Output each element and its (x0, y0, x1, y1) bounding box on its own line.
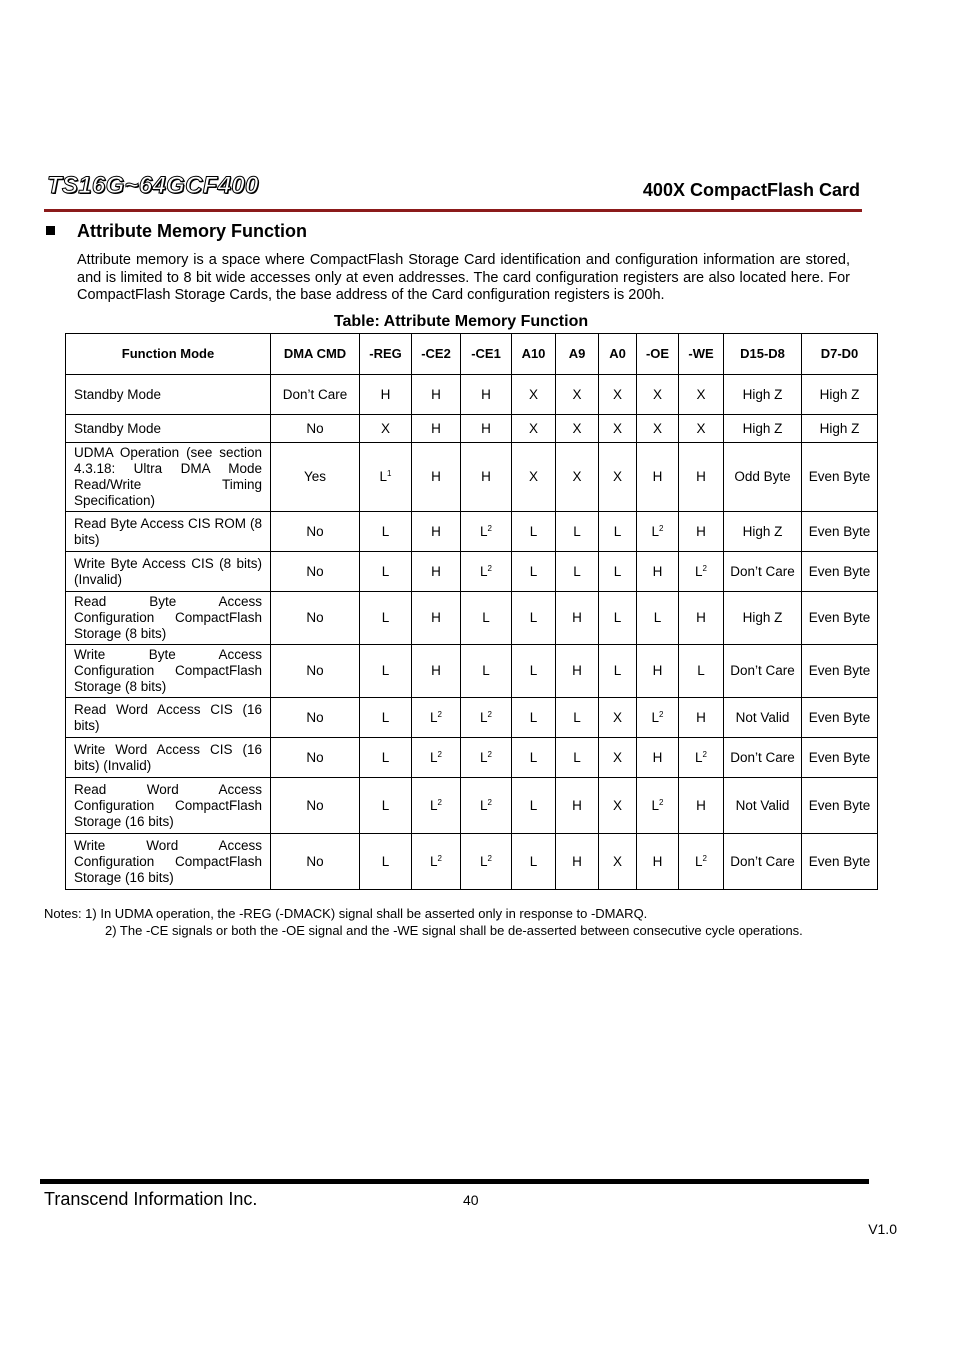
table-cell: L (512, 645, 556, 698)
table-row (66, 415, 878, 443)
col-oe: -OE (637, 334, 679, 375)
table-cell: No (271, 592, 360, 645)
table-cell: X (599, 778, 637, 834)
table-caption: Table: Attribute Memory Function (333, 313, 589, 330)
table-cell: H (679, 443, 724, 512)
table-cell: High Z (724, 512, 802, 552)
table-cell: H (412, 552, 461, 592)
col-d15-d8: D15-D8 (724, 334, 802, 375)
table-cell: $L^1$ (360, 443, 412, 512)
product-name: 400X CompactFlash Card (642, 180, 860, 200)
table-cell: L (556, 512, 599, 552)
square-bullet-icon (46, 226, 55, 235)
table-row (66, 512, 878, 552)
table-cell: H (556, 592, 599, 645)
table-cell: L (599, 592, 637, 645)
table-row (66, 592, 878, 645)
table-cell: No (271, 698, 360, 738)
attribute-memory-table (65, 333, 878, 890)
table-cell: $L^2$ (637, 698, 679, 738)
col-ce2: -CE2 (412, 334, 461, 375)
table-cell: H (412, 645, 461, 698)
table-cell: Even Byte (802, 778, 878, 834)
table-cell: X (599, 443, 637, 512)
table-cell: $L^2$ (637, 512, 679, 552)
table-cell: X (679, 415, 724, 443)
function-mode-cell: Write Byte Access CIS (8 bits) (Invalid) (66, 552, 271, 592)
table-cell: L (360, 834, 412, 890)
table-cell: High Z (802, 415, 878, 443)
table-cell: L (360, 645, 412, 698)
table-cell: Don’t Care (724, 645, 802, 698)
table-cell: High Z (802, 375, 878, 415)
function-mode-cell: Read Word Access CIS (16 bits) (66, 698, 271, 738)
table-cell: L (512, 552, 556, 592)
table-cell: X (679, 375, 724, 415)
table-cell: No (271, 415, 360, 443)
table-cell: $L^2$ (461, 738, 512, 778)
table-cell: H (556, 645, 599, 698)
table-cell: H (412, 375, 461, 415)
col-function-mode: Function Mode (66, 334, 271, 375)
table-cell: X (599, 738, 637, 778)
function-mode-cell: Write Word Access Configuration CompactFlash Storage (16 bits) (66, 834, 271, 890)
table-cell: $L^2$ (679, 834, 724, 890)
col-a9: A9 (556, 334, 599, 375)
table-cell: Not Valid (724, 778, 802, 834)
table-cell: H (679, 592, 724, 645)
table-cell: X (599, 698, 637, 738)
table-cell: H (461, 415, 512, 443)
function-mode-cell: Read Byte Access CIS ROM (8 bits) (66, 512, 271, 552)
table-cell: $L^2$ (461, 698, 512, 738)
col-we: -WE (679, 334, 724, 375)
table-cell: L (679, 645, 724, 698)
intro-paragraph: Attribute memory is a space where CompactFlash Storage Card identification and configuration information are stored, and is limited to 8 bit wide accesses only at even addresses. The card configuration registers are also located here. For CompactFlash Storage Cards, the base address of the Card configuration registers is 200h. (77, 252, 850, 303)
table-cell: H (556, 778, 599, 834)
function-mode-cell: Standby Mode (66, 415, 271, 443)
table-cell: H (412, 443, 461, 512)
table-cell: $L^2$ (679, 552, 724, 592)
table-cell: L (556, 698, 599, 738)
header-rule (44, 209, 862, 212)
table-cell: L (360, 778, 412, 834)
col-d7-d0: D7-D0 (802, 334, 878, 375)
table-cell: Even Byte (802, 698, 878, 738)
table-cell: X (556, 443, 599, 512)
table-row (66, 645, 878, 698)
table-cell: H (637, 552, 679, 592)
table-cell: L (599, 645, 637, 698)
table-cell: $L^2$ (461, 834, 512, 890)
table-cell: $L^2$ (412, 738, 461, 778)
function-mode-cell: Write Word Access CIS (16 bits) (Invalid) (66, 738, 271, 778)
table-cell: $L^2$ (412, 698, 461, 738)
table-cell: X (556, 415, 599, 443)
table-cell: Don’t Care (271, 375, 360, 415)
table-cell: $L^2$ (679, 738, 724, 778)
table-cell: $L^2$ (637, 778, 679, 834)
table-cell: H (412, 512, 461, 552)
model-title: TS16G~64GCF400 (47, 172, 259, 199)
col-a0: A0 (599, 334, 637, 375)
section-heading (46, 221, 307, 242)
table-cell: L (556, 552, 599, 592)
note-1: Notes: 1) In UDMA operation, the -REG (-DMACK) signal shall be asserted only in response to -DMARQ. (44, 906, 648, 921)
table-cell: L (556, 738, 599, 778)
table-cell: $L^2$ (461, 778, 512, 834)
table-cell: H (637, 443, 679, 512)
table-cell: X (599, 375, 637, 415)
table-cell: Even Byte (802, 443, 878, 512)
page-number: 40 (463, 1192, 479, 1208)
table-cell: H (679, 778, 724, 834)
table-cell: X (637, 375, 679, 415)
table-cell: X (599, 415, 637, 443)
table-cell: Even Byte (802, 834, 878, 890)
table-cell: $L^2$ (412, 834, 461, 890)
table-cell: High Z (724, 415, 802, 443)
table-cell: No (271, 645, 360, 698)
table-cell: H (360, 375, 412, 415)
table-cell: H (679, 698, 724, 738)
table-cell: L (512, 592, 556, 645)
table-cell: L (360, 698, 412, 738)
table-cell: L (461, 645, 512, 698)
table-cell: L (461, 592, 512, 645)
table-row (66, 443, 878, 512)
table-cell: H (637, 834, 679, 890)
table-cell: H (679, 512, 724, 552)
section-title: Attribute Memory Function (77, 221, 307, 241)
table-cell: Even Byte (802, 552, 878, 592)
table-row (66, 738, 878, 778)
table-cell: L (512, 778, 556, 834)
table-cell: X (512, 375, 556, 415)
table-cell: L (599, 552, 637, 592)
table-cell: L (512, 512, 556, 552)
col-ce1: -CE1 (461, 334, 512, 375)
table-cell: No (271, 778, 360, 834)
table-row (66, 375, 878, 415)
table-cell: $L^2$ (461, 552, 512, 592)
col-a10: A10 (512, 334, 556, 375)
notes (44, 905, 803, 939)
table-cell: $L^2$ (461, 512, 512, 552)
table-cell: L (512, 698, 556, 738)
table-cell: L (637, 592, 679, 645)
table-cell: H (637, 738, 679, 778)
table-cell: Don’t Care (724, 552, 802, 592)
table-cell: No (271, 552, 360, 592)
table-cell: L (360, 592, 412, 645)
table-cell: Don’t Care (724, 738, 802, 778)
table-header-row (66, 334, 878, 375)
table-cell: $L^2$ (412, 778, 461, 834)
table-cell: L (360, 738, 412, 778)
table-cell: X (599, 834, 637, 890)
footer-company: Transcend Information Inc. (44, 1189, 258, 1209)
table-cell: Even Byte (802, 512, 878, 552)
table-cell: Yes (271, 443, 360, 512)
table-cell: X (512, 415, 556, 443)
table-cell: Odd Byte (724, 443, 802, 512)
table-cell: No (271, 512, 360, 552)
table-row (66, 834, 878, 890)
col-dma-cmd: DMA CMD (271, 334, 360, 375)
table-cell: Not Valid (724, 698, 802, 738)
table-cell: Don’t Care (724, 834, 802, 890)
col-reg: -REG (360, 334, 412, 375)
table-cell: No (271, 738, 360, 778)
table-row (66, 552, 878, 592)
table-row (66, 698, 878, 738)
table-cell: H (637, 645, 679, 698)
table-cell: H (412, 592, 461, 645)
function-mode-cell: Standby Mode (66, 375, 271, 415)
table-cell: X (556, 375, 599, 415)
table-cell: Even Byte (802, 592, 878, 645)
table-cell: L (512, 738, 556, 778)
table-cell: X (637, 415, 679, 443)
note-2: 2) The -CE signals or both the -OE signal and the -WE signal shall be de-asserted between consecutive cycle operations. (105, 923, 803, 938)
table-cell: Even Byte (802, 738, 878, 778)
table-cell: High Z (724, 375, 802, 415)
function-mode-cell: Read Byte Access Configuration CompactFlash Storage (8 bits) (66, 592, 271, 645)
table-cell: H (461, 443, 512, 512)
table-cell: L (512, 834, 556, 890)
table-cell: H (461, 375, 512, 415)
function-mode-cell: Read Word Access Configuration CompactFlash Storage (16 bits) (66, 778, 271, 834)
table-cell: X (512, 443, 556, 512)
table-cell: L (360, 552, 412, 592)
function-mode-cell: Write Byte Access Configuration CompactFlash Storage (8 bits) (66, 645, 271, 698)
footer-rule (40, 1179, 869, 1184)
function-mode-cell: UDMA Operation (see section 4.3.18: Ultra DMA Mode Read/Write Timing Specification) (66, 443, 271, 512)
table-cell: High Z (724, 592, 802, 645)
table-cell: L (599, 512, 637, 552)
table-cell: X (360, 415, 412, 443)
table-cell: No (271, 834, 360, 890)
table-cell: Even Byte (802, 645, 878, 698)
table-row (66, 778, 878, 834)
document-version: V1.0 (868, 1221, 897, 1237)
table-cell: L (360, 512, 412, 552)
table-cell: H (412, 415, 461, 443)
table-cell: H (556, 834, 599, 890)
